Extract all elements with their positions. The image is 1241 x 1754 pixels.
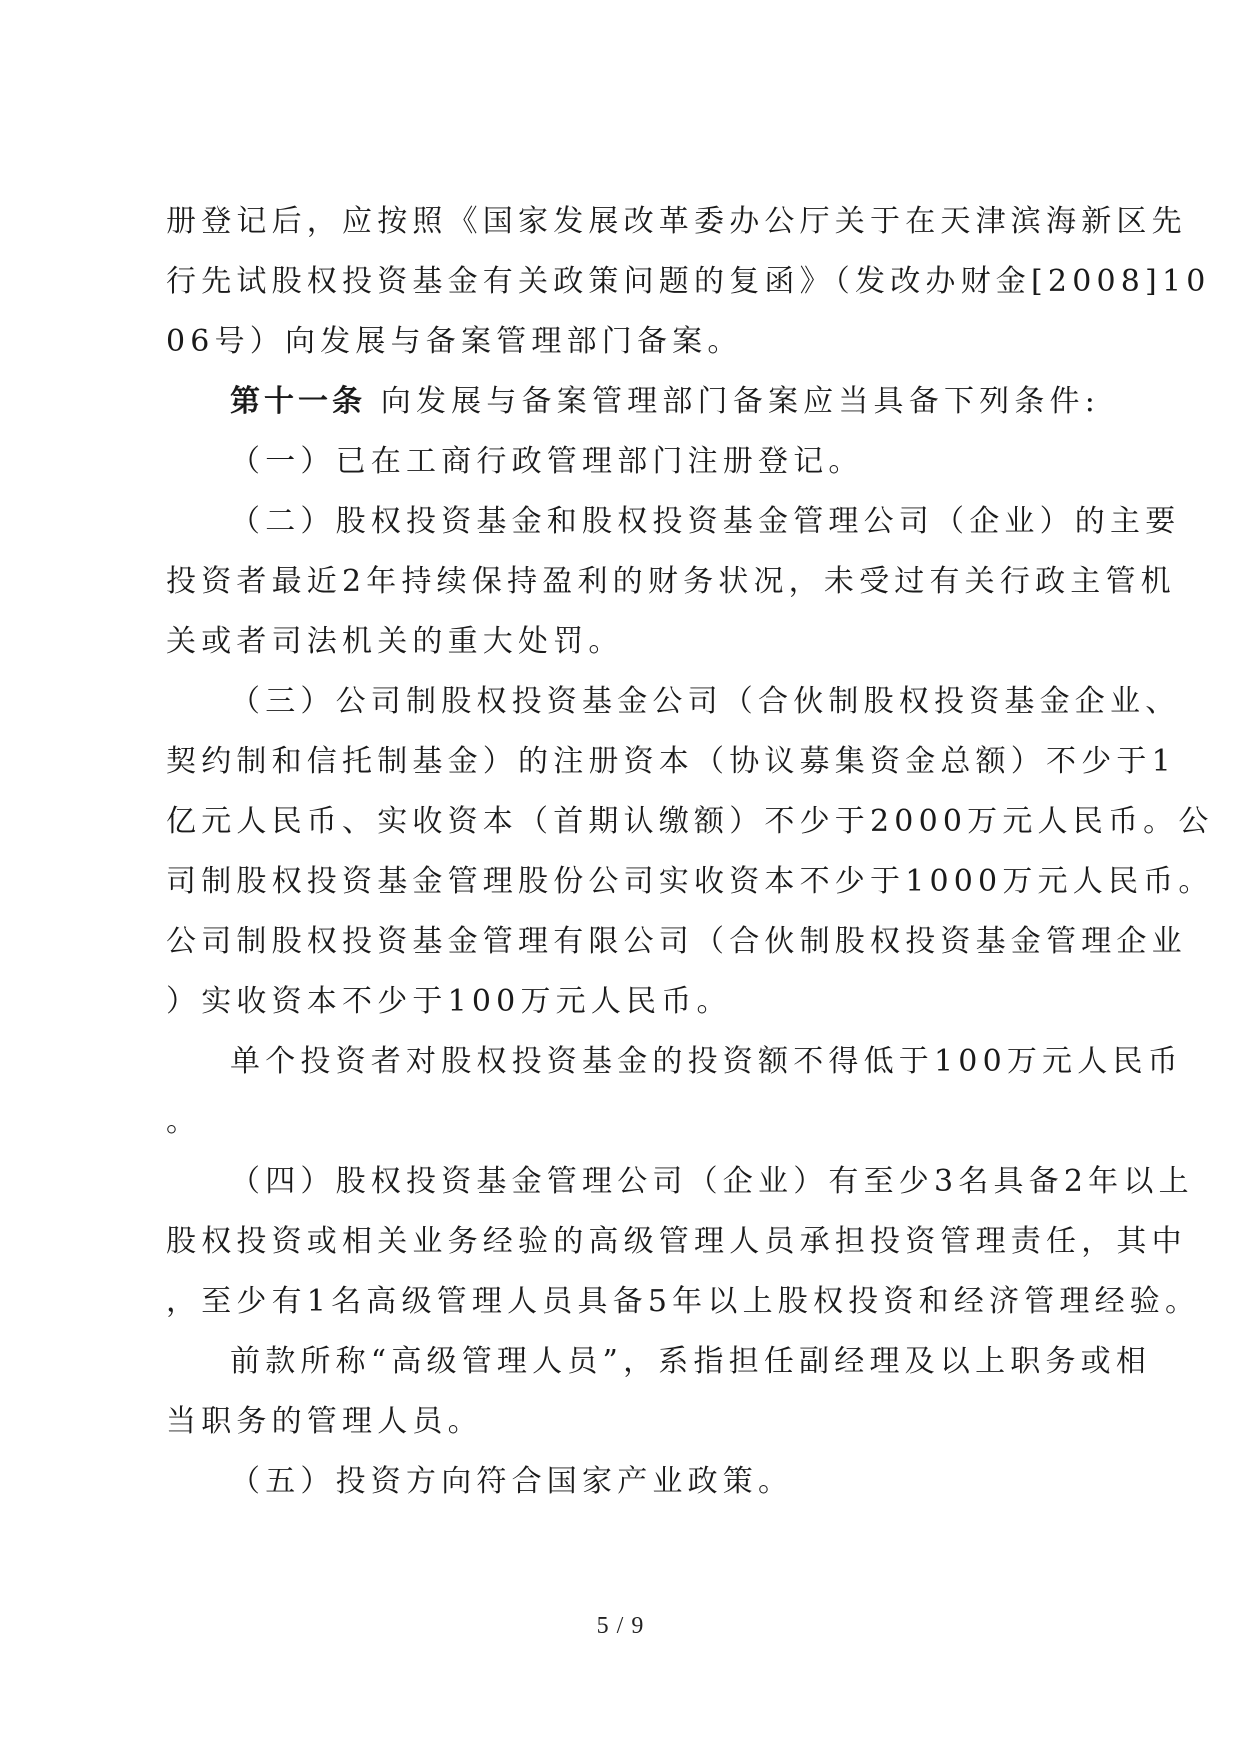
condition-1: （一）已在工商行政管理部门注册登记。: [230, 444, 864, 479]
text-line: ，至少有1名高级管理人员具备5年以上股权投资和经济管理经验。: [166, 1284, 1201, 1319]
text-line: 股权投资或相关业务经验的高级管理人员承担投资管理责任，其中: [166, 1224, 1187, 1259]
text-line: 亿元人民币、实收资本（首期认缴额）不少于2000万元人民币。公: [166, 804, 1214, 839]
text-line: 司制股权投资基金管理股份公司实收资本不少于1000万元人民币。: [166, 864, 1214, 899]
condition-4: （四）股权投资基金管理公司（企业）有至少3名具备2年以上: [230, 1164, 1194, 1199]
text-line: 。: [166, 1104, 202, 1139]
condition-5: （五）投资方向符合国家产业政策。: [230, 1464, 794, 1499]
text-line: 关或者司法机关的重大处罚。: [166, 624, 624, 659]
text-line: 册登记后，应按照《国家发展改革委办公厅关于在天津滨海新区先: [166, 204, 1187, 239]
article-11-paragraph: [230, 382, 1100, 422]
text-line: 行先试股权投资基金有关政策问题的复函》（发改办财金[2008]10: [166, 264, 1211, 299]
text-line: 契约制和信托制基金）的注册资本（协议募集资金总额）不少于1: [166, 744, 1176, 779]
condition-3: （三）公司制股权投资基金公司（合伙制股权投资基金企业、: [230, 684, 1181, 719]
text-line: 公司制股权投资基金管理有限公司（合伙制股权投资基金管理企业: [166, 924, 1187, 959]
condition-2: （二）股权投资基金和股权投资基金管理公司（企业）的主要: [230, 504, 1181, 539]
text-line: 投资者最近2年持续保持盈利的财务状况，未受过有关行政主管机: [166, 564, 1176, 599]
definition-paragraph: 前款所称“高级管理人员”，系指担任副经理及以上职务或相: [230, 1344, 1152, 1379]
page-number: 5 / 9: [596, 1613, 645, 1639]
article-11-heading: 第十一条: [230, 384, 366, 419]
investment-minimum-paragraph: 单个投资者对股权投资基金的投资额不得低于100万元人民币: [230, 1044, 1183, 1079]
text-line: 06号）向发展与备案管理部门备案。: [166, 324, 743, 359]
text-line: ）实收资本不少于100万元人民币。: [166, 984, 732, 1019]
article-11-text: 向发展与备案管理部门备案应当具备下列条件:: [380, 384, 1101, 419]
text-line: 当职务的管理人员。: [166, 1404, 483, 1439]
